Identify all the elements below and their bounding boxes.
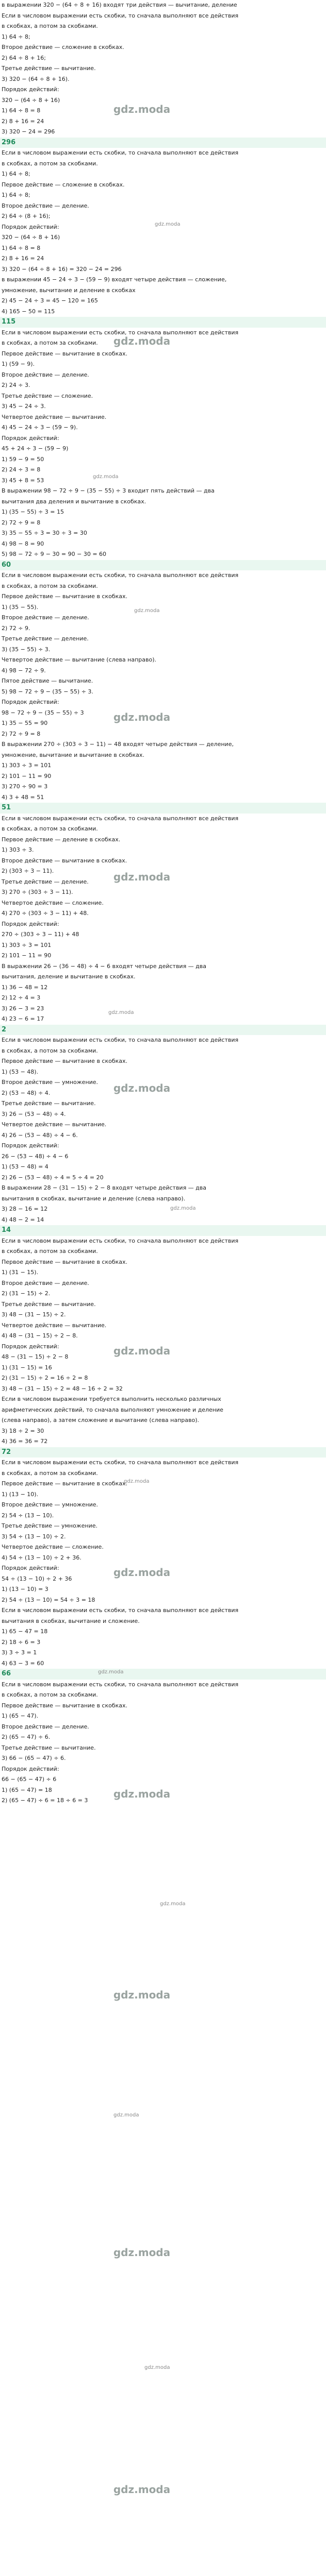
solution-line: 2) 54 ÷ (13 − 10). [2,1512,54,1519]
solution-line: 4) 23 − 6 = 17 [2,1015,44,1022]
solution-line: Третье действие — вычитание. [2,65,96,72]
solution-line: в выражении 45 − 24 ÷ 3 − (59 − 9) входят четыре действия — сложение, [2,276,227,283]
solution-line: 3) 48 − (31 − 15) ÷ 2. [2,1311,66,1318]
solution-line: Второе действие — деление. [2,371,89,378]
solution-line: 2) (53 − 48) ÷ 4. [2,1089,51,1096]
solution-line: 1) (65 − 47) = 18 [2,1786,52,1793]
solution-line: 1) 303 ÷ 3. [2,846,34,853]
solution-line: 2) (65 − 47) ÷ 6. [2,1734,51,1740]
solution-line: 4) 165 − 50 = 115 [2,308,55,315]
watermark-small: gdz.moda [170,1206,196,1211]
solution-line: 1) 36 − 48 = 12 [2,984,48,991]
solution-line: 3) 270 ÷ 90 = 3 [2,783,48,790]
watermark-small: gdz.moda [93,474,119,480]
solution-line: 2) 18 ÷ 6 = 3 [2,1638,41,1646]
solution-line: Четвертое действие — сложение. [2,899,104,906]
solution-line: Первое действие — сложение в скобках. [2,181,125,188]
solution-line: 270 ÷ (303 ÷ 3 − 11) + 48 [2,931,79,938]
solution-line: 3) 18 ÷ 2 = 30 [2,1427,44,1434]
solution-line: 2) (31 − 15) ÷ 2 = 16 ÷ 2 = 8 [2,1375,88,1381]
solution-line: 2) 72 ÷ 9. [2,624,30,632]
solution-line: 2) 8 + 16 = 24 [2,255,44,262]
solution-line: Порядок действий: [2,1765,59,1772]
watermark-small: gdz.moda [144,2365,170,2370]
solution-line: Если в числовом выражении есть скобки, то сначала выполняют все действия [2,1037,239,1043]
solution-line: Второе действие — деление. [2,202,89,209]
solution-line: Третье действие — вычитание. [2,1744,96,1751]
watermark: gdz.moda [113,711,171,723]
solution-line: Если в числовом выражении есть скобки, то сначала выполняют все действия [2,12,239,19]
solution-line: Третье действие — деление. [2,635,89,642]
solution-line: 3) 320 − (64 ÷ 8 + 16). [2,75,70,82]
watermark: gdz.moda [113,871,171,883]
solution-line: В выражении 26 − (36 − 48) ÷ 4 − 6 входят четыре действия — два [2,962,207,970]
solution-line: Порядок действий: [2,223,59,230]
solution-line: Второе действие — деление. [2,614,89,621]
solution-line: 1) 64 ÷ 8 = 8 [2,107,41,114]
watermark: gdz.moda [113,335,171,347]
solution-line: 2) (65 − 47) ÷ 6 = 18 ÷ 6 = 3 [2,1797,88,1804]
solution-line: 4) 3 + 48 = 51 [2,793,44,801]
solution-line: в скобках, а потом за скобками. [2,582,98,589]
solution-line: Если в числовом выражении есть скобки, то сначала выполняют все действия [2,815,239,822]
solution-line: Первое действие — вычитание в скобках. [2,1058,128,1064]
solution-line: 3) 66 − (65 − 47) ÷ 6. [2,1755,66,1761]
solution-line: В выражении 98 − 72 ÷ 9 − (35 − 55) ÷ 3 входит пять действий — два [2,487,215,494]
solution-line: 2) 24 ÷ 3. [2,382,30,388]
solution-line: Второе действие — деление. [2,1723,89,1730]
solution-line: 1) (59 − 9). [2,361,35,367]
solution-line: 3) 3 ÷ 3 = 1 [2,1649,37,1656]
solution-line: 4) 26 − (53 − 48) ÷ 4 − 6. [2,1131,78,1139]
solution-line: 3) 28 − 16 = 12 [2,1206,48,1212]
solution-line: В выражении 270 ÷ (303 ÷ 3 − 11) − 48 входят четыре действия — деление, [2,741,234,748]
solution-line: 1) 64 ÷ 8; [2,171,30,177]
solution-line: 4) 36 = 36 = 72 [2,1438,48,1445]
task-number: 66 [0,1669,326,1680]
solution-line: 2) 8 + 16 = 24 [2,117,44,125]
solution-line: 1) (65 − 47). [2,1713,39,1719]
task-number: 14 [0,1225,326,1236]
solution-line: 4) 48 − (31 − 15) ÷ 2 − 8. [2,1332,78,1339]
solution-line: 2) 45 − 24 ÷ 3 = 45 − 120 = 165 [2,297,98,304]
task-number: 115 [0,317,326,328]
solution-line: 4) 98 − 72 ÷ 9. [2,667,46,674]
solution-line: 5) 98 − 72 ÷ 9 − (35 − 55) ÷ 3. [2,688,93,695]
watermark-small: gdz.moda [98,1669,124,1675]
solution-line: 1) 303 ÷ 3 = 101 [2,762,52,769]
solution-line: 3) 54 ÷ (13 − 10) ÷ 2. [2,1533,66,1540]
task-number: 296 [0,138,326,148]
solution-line: 3) (35 − 55) ÷ 3. [2,646,51,653]
solution-line: Первое действие — вычитание в скобках. [2,1702,128,1709]
watermark: gdz.moda [113,2246,171,2259]
solution-line: Третье действие — умножение. [2,1522,98,1529]
watermark-small: gdz.moda [155,222,181,227]
solution-line: 2) 64 ÷ 8 + 16; [2,54,46,61]
solution-line: 2) (303 ÷ 3 − 11). [2,868,54,874]
solution-line: 54 ÷ (13 − 10) ÷ 2 + 36 [2,1575,72,1582]
solution-line: 3) 26 − 3 = 23 [2,1005,44,1012]
solution-line: Если в числовом выражении есть скобки, то сначала выполняют все действия [2,572,239,579]
solution-line: Первое действие — вычитание в скобках. [2,350,128,357]
solution-line: Первое действие — вычитание в скобках. [2,593,128,600]
solution-line: Пятое действие — вычитание. [2,677,93,684]
solution-line: 1) (35 − 55). [2,603,39,611]
task-number: 2 [0,1025,326,1036]
task-number: 60 [0,560,326,571]
solution-line: 1) (53 − 48). [2,1068,39,1075]
solution-line: Третье действие — вычитание. [2,1300,96,1308]
solution-line: в скобках, а потом за скобками. [2,340,98,346]
solution-line: в скобках, а потом за скобками. [2,825,98,832]
solution-line: в скобках, а потом за скобками. [2,1691,98,1698]
solution-line: Порядок действий: [2,1142,59,1149]
solution-line: вычитания в скобках, вычитание и сложение. [2,1617,140,1624]
solution-line: 26 − (53 − 48) ÷ 4 − 6 [2,1153,69,1160]
solution-line: в скобках, а потом за скобками. [2,1248,98,1255]
solution-line: 1) (13 − 10) = 3 [2,1586,48,1592]
solution-line: 1) (31 − 15). [2,1269,39,1276]
watermark: gdz.moda [113,1566,171,1579]
solution-line: Если в числовом выражении есть скобки, то сначала выполняют все действия [2,1607,239,1614]
solution-line: Если в числовом выражении есть скобки, то сначала выполняют все действия [2,1237,239,1244]
solution-line: Порядок действий: [2,86,59,93]
solution-line: Второе действие — умножение. [2,1079,99,1086]
solution-line: 2) 101 − 11 = 90 [2,772,52,779]
solution-line: 4) 270 ÷ (303 ÷ 3 − 11) + 48. [2,910,89,917]
solution-line: 1) (31 − 15) = 16 [2,1364,52,1371]
solution-line: 1) 35 − 55 = 90 [2,720,48,726]
solution-line: 4) 63 − 3 = 60 [2,1659,44,1667]
solution-line: 3) 320 − (64 ÷ 8 + 16) = 320 − 24 = 296 [2,265,122,273]
watermark: gdz.moda [113,2483,171,2496]
solution-line: 2) (31 − 15) ÷ 2. [2,1290,51,1297]
solution-line: 2) 12 ÷ 4 = 3 [2,994,41,1001]
watermark-small: gdz.moda [108,1010,134,1015]
solution-line: Порядок действий: [2,1343,59,1350]
solution-line: 2) 26 − (53 − 48) ÷ 4 = 5 ÷ 4 = 20 [2,1174,104,1181]
solution-line: 2) 72 ÷ 9 = 8 [2,730,41,737]
watermark: gdz.moda [113,1345,171,1357]
watermark-small: gdz.moda [124,1479,150,1484]
solution-line: 1) 64 ÷ 8; [2,33,30,40]
solution-line: 3) 45 − 24 ÷ 3. [2,403,46,410]
solution-line: В выражении 28 − (31 − 15) ÷ 2 − 8 входят четыре действия — два [2,1184,207,1191]
solution-line: 1) (13 − 10). [2,1490,39,1498]
solution-line: 3) 26 − (53 − 48) ÷ 4. [2,1110,66,1117]
solution-line: 45 + 24 ÷ 3 − (59 − 9) [2,445,69,452]
solution-line: Первое действие — деление в скобках. [2,836,121,843]
solution-line: Четвертое действие — вычитание. [2,413,107,420]
watermark: gdz.moda [113,1788,171,1800]
solution-line: Если в числовом выражении есть скобки, то сначала выполняют все действия [2,149,239,156]
solution-line: 48 − (31 − 15) ÷ 2 − 8 [2,1353,69,1360]
solution-line: 98 − 72 ÷ 9 − (35 − 55) ÷ 3 [2,709,84,716]
watermark-small: gdz.moda [134,608,160,614]
solution-line: 2) 54 ÷ (13 − 10) = 54 ÷ 3 = 18 [2,1596,95,1603]
solution-line: 2) 24 ÷ 3 = 8 [2,466,41,473]
solution-line: 5) 98 − 72 ÷ 9 − 30 = 90 − 30 = 60 [2,551,107,557]
watermark: gdz.moda [113,1082,171,1094]
solution-line: Четвертое действие — сложение. [2,1544,104,1550]
solution-line: 4) 98 − 8 = 90 [2,540,44,547]
solution-line: Первое действие — вычитание в скобках. [2,1480,128,1487]
watermark-small: gdz.moda [113,2112,139,2118]
solution-line: умножение, вычитание и деление в скобках [2,286,136,294]
solution-line: Третье действие — сложение. [2,392,93,399]
solution-line: вычитания, деление и вычитание в скобках. [2,973,136,980]
solution-line: (слева направо), а затем сложение и вычитание (слева направо). [2,1417,200,1423]
solution-line: Четвертое действие — вычитание. [2,1321,107,1329]
solution-line: умножение, вычитание и вычитание в скобках. [2,751,144,758]
solution-line: в скобках, а потом за скобками. [2,160,98,167]
solution-line: 4) 54 ÷ (13 − 10) ÷ 2 + 36. [2,1554,82,1561]
solution-line: 4) 45 − 24 ÷ 3 − (59 − 9). [2,424,78,431]
solution-line: 1) 59 − 9 = 50 [2,455,44,463]
solution-line: 4) 48 − 2 = 14 [2,1216,44,1223]
solution-line: Третье действие — деление. [2,878,89,885]
solution-line: 1) (53 − 48) = 4 [2,1163,48,1170]
solution-line: 3) 320 − 24 = 296 [2,128,55,135]
solution-line: 1) 303 ÷ 3 = 101 [2,941,52,948]
solution-line: Порядок действий: [2,920,59,927]
solution-line: 1) 64 ÷ 8; [2,192,30,198]
solution-line: 1) 64 ÷ 8 = 8 [2,244,41,251]
solution-line: в скобках, а потом за скобками. [2,1047,98,1054]
solution-line: вычитания два деления и вычитание в скобках. [2,498,146,505]
solution-line: в выражении 320 − (64 ÷ 8 + 16) входят три действия — вычитание, деление [2,2,237,8]
watermark: gdz.moda [113,1989,171,2001]
solution-line: 3) 35 − 55 ÷ 3 = 30 ÷ 3 = 30 [2,530,87,536]
solution-line: Первое действие — вычитание в скобках. [2,1258,128,1265]
solution-line: 320 − (64 ÷ 8 + 16) [2,234,60,241]
watermark-small: gdz.moda [160,1901,186,1907]
solution-line: арифметических действий, то сначала выполняют умножение и деление [2,1406,223,1413]
solution-line: в скобках, а потом за скобками. [2,1469,98,1477]
solution-line: Порядок действий: [2,699,59,705]
solution-line: вычитания в скобках, вычитание и деление (слева направо). [2,1195,186,1202]
solution-line: Второе действие — сложение в скобках. [2,44,124,50]
solution-line: 3) 48 − (31 − 15) ÷ 2 = 48 − 16 ÷ 2 = 32 [2,1385,123,1392]
watermark: gdz.moda [113,103,171,115]
solution-line: Если в числовом выражении есть скобки, то сначала выполняют все действия [2,1459,239,1466]
solution-line: Второе действие — умножение. [2,1501,99,1508]
solution-line: 66 − (65 − 47) ÷ 6 [2,1776,57,1783]
solution-line: Порядок действий: [2,1565,59,1571]
solution-line: 2) 64 ÷ (8 + 16); [2,213,51,219]
solution-line: Если в числовом выражении есть скобки, то сначала выполняют все действия [2,329,239,336]
solution-line: Порядок действий: [2,434,59,442]
solution-line: Если в числовом выражении есть скобки, то сначала выполняют все действия [2,1681,239,1688]
solution-line: Второе действие — деление. [2,1279,89,1286]
task-number: 51 [0,803,326,814]
solution-line: 1) (35 − 55) ÷ 3 = 15 [2,509,64,515]
solution-line: в скобках, а потом за скобками. [2,23,98,29]
solution-line: 3) 270 ÷ (303 ÷ 3 − 11). [2,889,73,895]
solution-line: 2) 101 − 11 = 90 [2,952,52,959]
solution-line: Если в числовом выражении требуется выполнить несколько различных [2,1396,221,1402]
solution-line: 2) 72 ÷ 9 = 8 [2,519,41,526]
solution-line: 320 − (64 ÷ 8 + 16) [2,96,60,104]
solution-line: 3) 45 + 8 = 53 [2,477,44,484]
solution-line: 1) 65 − 47 = 18 [2,1628,48,1635]
solution-line: Четвертое действие — вычитание (слева направо). [2,656,156,663]
solution-line: Второе действие — вычитание в скобках. [2,857,127,864]
solution-line: Четвертое действие — вычитание. [2,1121,107,1128]
solution-line: Третье действие — вычитание. [2,1100,96,1107]
task-number: 72 [0,1447,326,1458]
